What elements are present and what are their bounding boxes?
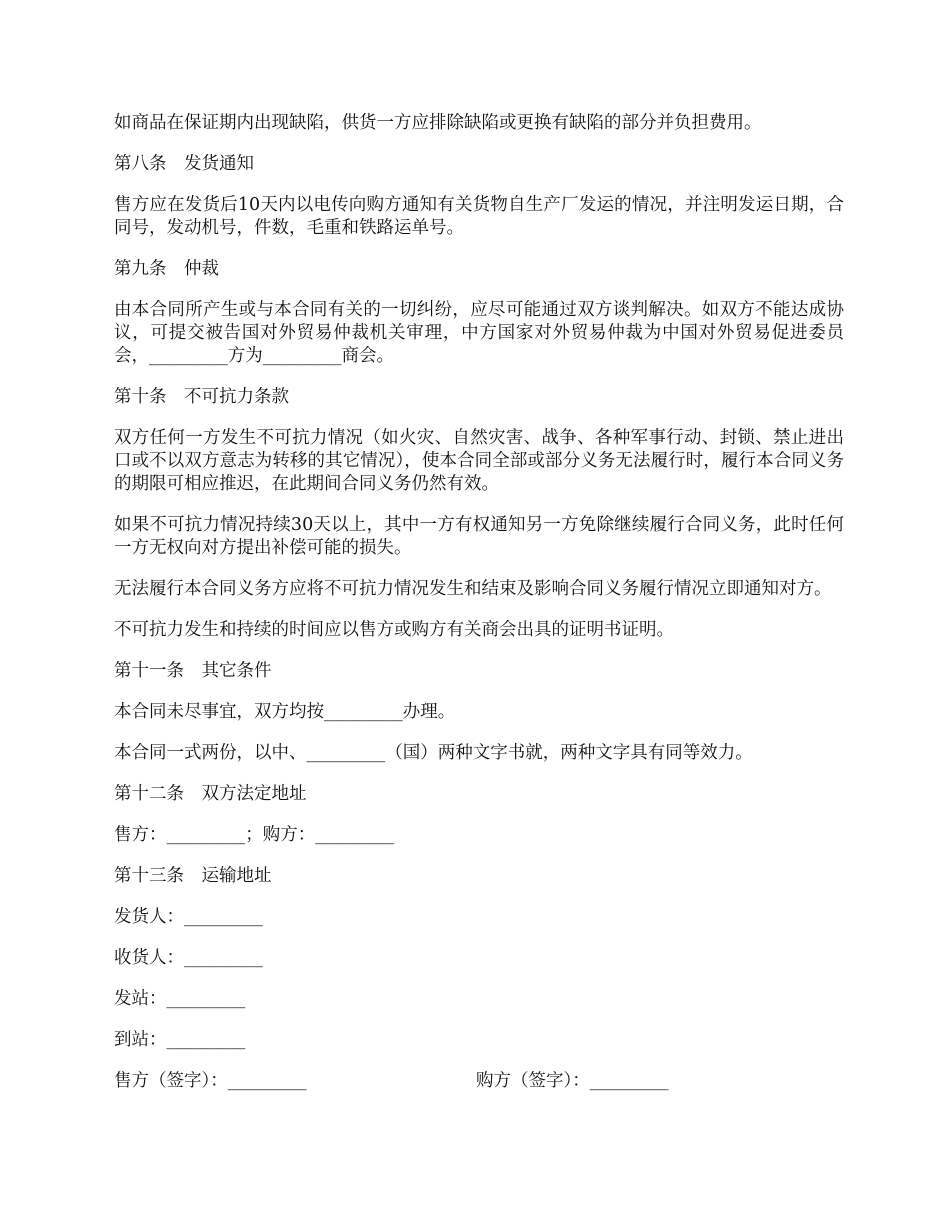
force-majeure-paragraph-2: 如果不可抗力情况持续30天以上，其中一方有权通知另一方免除继续履行合同义务，此时任何一方无权向对方提出补偿可能的损失。 — [114, 515, 844, 558]
warranty-defect-paragraph: 如商品在保证期内出现缺陷，供货一方应排除缺陷或更换有缺陷的部分并负担费用。 — [114, 113, 762, 133]
departure-station-line: 发站：_________ — [114, 989, 246, 1009]
consignee-line: 收货人：_________ — [114, 948, 263, 968]
arbitration-paragraph: 由本合同所产生或与本合同有关的一切纠纷，应尽可能通过双方谈判解决。如双方不能达成协议，可提交被告国对外贸易仲裁机关审理，中方国家对外贸易仲裁为中国对外贸易促进委员会，_________方为_________商会。 — [114, 300, 844, 366]
article-12-heading: 第十二条 双方法定地址 — [114, 784, 307, 804]
document-page — [114, 112, 844, 1093]
other-conditions-paragraph-1: 本合同未尽事宜，双方均按_________办理。 — [114, 702, 456, 722]
article-8-heading: 第八条 发货通知 — [114, 154, 254, 174]
article-13-heading: 第十三条 运输地址 — [114, 866, 272, 886]
shipment-notice-paragraph: 售方应在发货后10天内以电传向购方通知有关货物自生产厂发运的情况，并注明发运日期，合同号，发动机号，件数，毛重和铁路运单号。 — [114, 195, 844, 238]
article-9-heading: 第九条 仲裁 — [114, 259, 219, 279]
force-majeure-paragraph-1: 双方任何一方发生不可抗力情况（如火灾、自然灾害、战争、各种军事行动、封锁、禁止进出口或不以双方意志为转移的其它情况），使本合同全部或部分义务无法履行时，履行本合同义务的期限可相应推迟，在此期间合同义务仍然有效。 — [114, 428, 844, 494]
seller-signature: 售方（签字）：_________ — [114, 1071, 307, 1091]
article-11-heading: 第十一条 其它条件 — [114, 661, 272, 681]
force-majeure-paragraph-3: 无法履行本合同义务方应将不可抗力情况发生和结束及影响合同义务履行情况立即通知对方。 — [114, 579, 832, 599]
consignor-line: 发货人：_________ — [114, 907, 263, 927]
arrival-station-line: 到站：_________ — [114, 1030, 246, 1050]
other-conditions-paragraph-2: 本合同一式两份，以中、_________（国）两种文字书就，两种文字具有同等效力。 — [114, 743, 753, 763]
signature-row — [114, 1070, 844, 1093]
buyer-signature: 购方（签字）：_________ — [476, 1071, 669, 1091]
article-10-heading: 第十条 不可抗力条款 — [114, 387, 289, 407]
legal-address-line: 售方：_________；购方：_________ — [114, 825, 394, 845]
force-majeure-paragraph-4: 不可抗力发生和持续的时间应以售方或购方有关商会出具的证明书证明。 — [114, 620, 674, 640]
